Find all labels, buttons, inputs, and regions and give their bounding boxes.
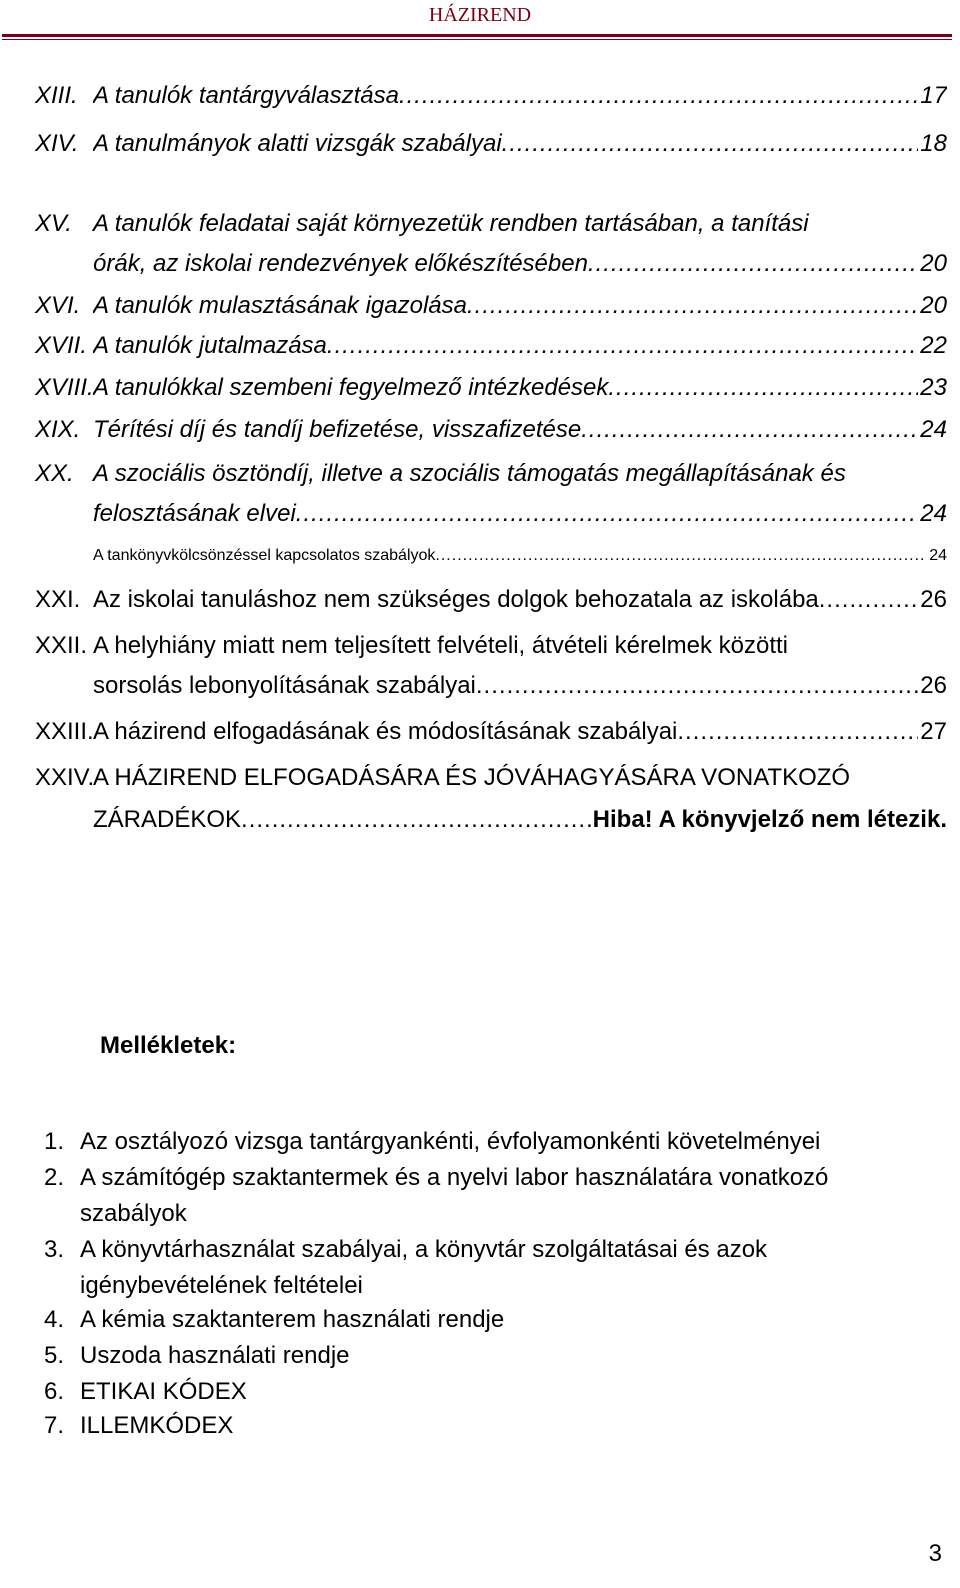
toc-entry-line[interactable]: [93, 370, 947, 406]
toc-number: XVII.: [35, 332, 88, 359]
toc-page: 26: [920, 672, 947, 699]
annex-text: ILLEMKÓDEX: [80, 1412, 234, 1439]
toc-title: A házirend elfogadásának és módosításának szabályai: [93, 718, 678, 745]
page-number: 3: [928, 1540, 942, 1567]
annex-text: igénybevételének feltételei: [80, 1272, 363, 1299]
toc-page-error: Hiba! A könyvjelző nem létezik.: [592, 806, 947, 833]
toc-title-line2: sorsolás lebonyolításának szabályai: [93, 672, 476, 699]
toc-entry-line[interactable]: [93, 288, 947, 324]
annex-number: 4.: [44, 1306, 65, 1333]
toc-title: A tanulók tantárgyválasztása: [93, 82, 399, 109]
toc-title: Az iskolai tanuláshoz nem szükséges dolgok behozatala az iskolába: [93, 586, 819, 613]
annex-text: Uszoda használati rendje: [80, 1342, 350, 1369]
annex-text: A számítógép szaktantermek és a nyelvi labor használatára vonatkozó: [80, 1164, 829, 1191]
annex-number: 7.: [44, 1412, 65, 1439]
toc-page: 24: [920, 500, 947, 527]
toc-title: A tanulók jutalmazása: [93, 332, 327, 359]
toc-number: XXIII.: [35, 718, 94, 745]
toc-title: A tanulmányok alatti vizsgák szabályai: [93, 130, 502, 157]
toc-number: XIV.: [35, 130, 79, 157]
annex-number: 3.: [44, 1236, 65, 1263]
annex-text: A könyvtárhasználat szabályai, a könyvtár szolgáltatásai és azok: [80, 1236, 768, 1263]
toc-entry-line[interactable]: [93, 802, 947, 838]
toc-title-line1: A tanulók feladatai saját környezetük rendben tartásában, a tanítási: [93, 210, 809, 237]
toc-page: 27: [920, 718, 947, 745]
toc-page: 17: [920, 82, 947, 109]
toc-number: XX.: [35, 460, 74, 487]
toc-title-line1: A szociális ösztöndíj, illetve a szociális támogatás megállapításának és: [93, 460, 846, 487]
annexes-heading: Mellékletek:: [100, 1032, 237, 1059]
toc-page: 23: [920, 374, 947, 401]
toc-page: 20: [920, 292, 947, 319]
toc-page: 24: [929, 547, 947, 564]
toc-title: A tanulókkal szembeni fegyelmező intézkedések: [93, 374, 609, 401]
toc-entry-line[interactable]: [93, 668, 947, 704]
toc-title: A tanulók mulasztásának igazolása: [93, 292, 467, 319]
annex-number: 6.: [44, 1378, 65, 1405]
toc-entry-line[interactable]: [93, 78, 947, 114]
annex-number: 1.: [44, 1128, 65, 1155]
annex-text: Az osztályozó vizsga tantárgyankénti, évfolyamonkénti követelményei: [80, 1128, 821, 1155]
toc-page: 20: [920, 250, 947, 277]
toc-entry-line[interactable]: [93, 412, 947, 448]
toc-entry-line[interactable]: [93, 582, 947, 618]
annex-text: szabályok: [80, 1200, 187, 1227]
toc-title-line2: órák, az iskolai rendezvények előkészítésében: [93, 250, 588, 277]
annex-number: 2.: [44, 1164, 65, 1191]
toc-entry-line[interactable]: [93, 126, 947, 162]
annex-number: 5.: [44, 1342, 65, 1369]
toc-entry-line[interactable]: [93, 246, 947, 282]
toc-number: XIX.: [35, 416, 81, 443]
toc-title-line1: A helyhiány miatt nem teljesített felvételi, átvételi kérelmek közötti: [93, 632, 788, 659]
page-header-title: HÁZIREND: [428, 4, 532, 26]
annex-text: ETIKAI KÓDEX: [80, 1378, 247, 1405]
toc-number: XVIII.: [35, 374, 94, 401]
toc-number: XXI.: [35, 586, 81, 613]
toc-entry-line[interactable]: [93, 328, 947, 364]
toc-title-line2: ZÁRADÉKOK: [93, 806, 242, 833]
toc-page: 18: [920, 130, 947, 157]
toc-title-line2: felosztásának elvei: [93, 500, 296, 527]
toc-page: 26: [920, 586, 947, 613]
header-divider: [2, 34, 952, 40]
toc-number: XXIV.: [35, 764, 95, 791]
toc-number: XXII.: [35, 632, 88, 659]
toc-entry-line[interactable]: [93, 496, 947, 532]
toc-title: Térítési díj és tandíj befizetése, visszafizetése: [93, 416, 582, 443]
toc-entry-line[interactable]: [93, 714, 947, 750]
annex-text: A kémia szaktanterem használati rendje: [80, 1306, 505, 1333]
toc-subentry[interactable]: [93, 538, 947, 574]
toc-number: XV.: [35, 210, 72, 237]
toc-number: XVI.: [35, 292, 81, 319]
toc-title: A tankönyvkölcsönzéssel kapcsolatos szabályok: [93, 547, 436, 564]
toc-number: XIII.: [35, 82, 78, 109]
toc-page: 22: [920, 332, 947, 359]
toc-title-line1: A HÁZIREND ELFOGADÁSÁRA ÉS JÓVÁHAGYÁSÁRA VONATKOZÓ: [93, 764, 851, 791]
toc-page: 24: [920, 416, 947, 443]
